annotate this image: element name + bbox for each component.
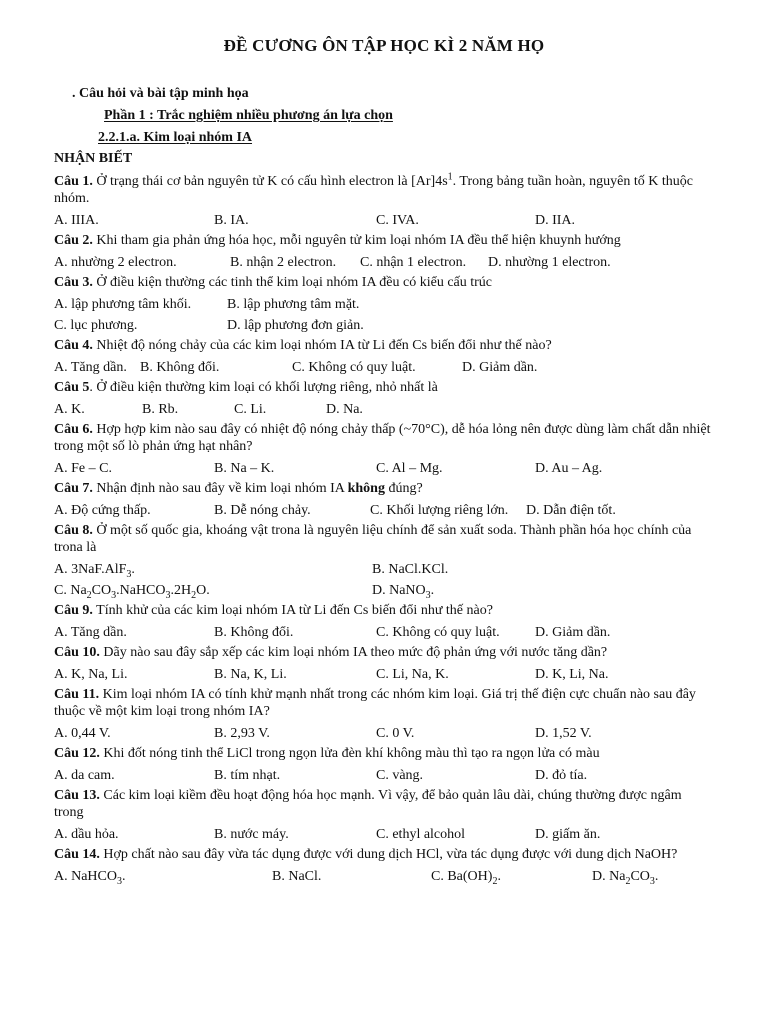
answer-option[interactable]: C. Al – Mg. — [376, 461, 443, 476]
answer-option[interactable]: B. Dễ nóng chảy. — [214, 503, 311, 518]
answer-option[interactable]: A. nhường 2 electron. — [54, 255, 177, 270]
question-label: Câu 5 — [54, 380, 90, 395]
question-item — [54, 273, 714, 336]
option-row — [54, 580, 714, 601]
question-label: Câu 2. — [54, 233, 93, 248]
answer-option[interactable]: A. Độ cứng thấp. — [54, 503, 151, 518]
answer-option[interactable]: D. lập phương đơn giản. — [227, 318, 364, 333]
answer-option[interactable]: D. nhường 1 electron. — [488, 255, 611, 270]
question-text: Ở một số quốc gia, khoáng vật trona là nguyên liệu chính để sản xuất soda. Thành phần hóa học chính của trona là — [54, 523, 692, 555]
option-row — [54, 824, 714, 845]
answer-option[interactable]: B. tím nhạt. — [214, 768, 281, 783]
answer-option[interactable]: D. Giảm dần. — [535, 625, 611, 640]
answer-option[interactable]: C. nhận 1 electron. — [360, 255, 467, 270]
part-heading — [56, 108, 393, 124]
answer-option[interactable]: A. 0,44 V. — [54, 726, 111, 741]
question-text: Kim loại nhóm IA có tính khử mạnh nhất trong các nhóm kim loại. Giá trị thế điện cực chuẩn nào sau đây thuộc về một kim loại trong nhóm IA? — [54, 687, 696, 719]
question-stem — [54, 601, 714, 622]
option-row — [54, 458, 714, 479]
question-text: Dãy nào sau đây sắp xếp các kim loại nhóm IA theo mức độ phản ứng với nước tăng dần? — [99, 645, 608, 660]
answer-option[interactable]: B. Na – K. — [214, 461, 275, 476]
answer-option[interactable]: D. IIA. — [535, 213, 576, 228]
answer-option[interactable]: D. Au – Ag. — [535, 461, 603, 476]
answer-option[interactable]: A. dầu hỏa. — [54, 827, 119, 842]
question-text: . Ở điều kiện thường kim loại có khối lượng riêng, nhỏ nhất là — [89, 380, 438, 395]
answer-option[interactable]: A. Tăng dần. — [54, 360, 127, 375]
answer-option[interactable]: B. IA. — [214, 213, 249, 228]
answer-option[interactable]: A. Fe – C. — [54, 461, 112, 476]
question-stem — [54, 336, 714, 357]
document-title: ĐỀ CƯƠNG ÔN TẬP HỌC KÌ 2 NĂM HỌ — [223, 36, 545, 55]
option-row — [54, 622, 714, 643]
answer-option[interactable]: C. 0 V. — [376, 726, 415, 741]
option-row — [54, 399, 714, 420]
answer-option[interactable]: C. Khối lượng riêng lớn. — [370, 503, 509, 518]
answer-option[interactable]: C. Li. — [234, 402, 267, 417]
question-item — [54, 378, 714, 420]
question-label: Câu 13. — [54, 788, 100, 803]
question-label: Câu 4. — [54, 338, 93, 353]
answer-option[interactable]: D. $Na_2CO_3$. — [592, 869, 659, 887]
answer-option[interactable]: D. đỏ tía. — [535, 768, 588, 783]
answer-option[interactable]: A. da cam. — [54, 768, 115, 783]
question-label: Câu 12. — [54, 746, 100, 761]
option-row — [54, 252, 714, 273]
answer-option[interactable]: B. NaCl. — [272, 869, 322, 884]
option-row — [54, 866, 714, 887]
option-row — [54, 357, 714, 378]
answer-option[interactable]: B. Không đổi. — [140, 360, 220, 375]
answer-option[interactable]: C. Không có quy luật. — [376, 625, 500, 640]
answer-option[interactable]: B. nước máy. — [214, 827, 289, 842]
question-list — [54, 172, 714, 887]
answer-option[interactable]: B. Rb. — [142, 402, 179, 417]
question-stem — [54, 479, 714, 500]
answer-option[interactable]: B. Na, K, Li. — [214, 667, 287, 682]
question-label: Câu 6. — [54, 422, 93, 437]
option-row — [54, 765, 714, 786]
question-emphasis: không — [347, 481, 385, 496]
option-row — [54, 664, 714, 685]
answer-option[interactable]: A. K. — [54, 402, 85, 417]
subsection-heading: 2.2.1.a. Kim loại nhóm IA — [98, 130, 253, 145]
question-text: Khi tham gia phản ứng hóa học, mỗi nguyên tử kim loại nhóm IA đều thể hiện khuynh hướng — [92, 233, 621, 248]
question-text: Hợp chất nào sau đây vừa tác dụng được với dung dịch HCl, vừa tác dụng được với dung dịch NaOH? — [99, 847, 678, 862]
answer-option[interactable]: A. Tăng dần. — [54, 625, 127, 640]
answer-option[interactable]: C. ethyl alcohol — [376, 827, 466, 842]
question-stem — [54, 273, 714, 294]
question-label: Câu 8. — [54, 523, 93, 538]
question-item — [54, 643, 714, 685]
answer-option[interactable]: B. NaCl.KCl. — [372, 562, 449, 577]
answer-option[interactable]: D. NaNO$_3$. — [372, 583, 435, 601]
answer-option[interactable]: C. Không có quy luật. — [292, 360, 416, 375]
answer-option[interactable]: A. 3NaF.AlF$_3$. — [54, 562, 135, 580]
question-stem — [54, 521, 714, 559]
answer-option[interactable]: C. lục phương. — [54, 318, 138, 333]
question-stem — [54, 685, 714, 723]
question-text: Nhận định nào sau đây về kim loại nhóm IA — [92, 481, 348, 496]
answer-option[interactable]: C. IVA. — [376, 213, 419, 228]
question-label: Câu 10. — [54, 645, 100, 660]
question-item — [54, 786, 714, 845]
question-stem — [54, 378, 714, 399]
question-text: Hợp hợp kim nào sau đây có nhiệt độ nóng chảy thấp (~70°C), dễ hóa lỏng nên được dùng làm chất dẫn nhiệt trong một số lò phản ứng hạt nhân? — [54, 422, 711, 454]
question-stem — [54, 786, 714, 824]
question-item — [54, 479, 714, 521]
question-text: Tính khử của các kim loại nhóm IA từ Li đến Cs biến đổi như thế nào? — [92, 603, 493, 618]
answer-option[interactable]: A. lập phương tâm khối. — [54, 297, 192, 312]
question-stem — [54, 845, 714, 866]
question-stem — [54, 643, 714, 664]
question-item — [54, 685, 714, 744]
level-heading: NHẬN BIẾT — [54, 151, 133, 166]
part-heading-text: Phần 1 : Trắc nghiệm nhiều phương án lựa chọn — [104, 108, 393, 123]
answer-option[interactable]: C. $Ba(OH)_2$. — [431, 869, 501, 887]
option-row — [54, 210, 714, 231]
answer-option[interactable]: C. $Na_2CO_3.NaHCO_3.2H_2O$. — [54, 583, 210, 601]
question-label: Câu 11. — [54, 687, 100, 702]
answer-option[interactable]: B. nhận 2 electron. — [230, 255, 337, 270]
question-item — [54, 231, 714, 273]
answer-option[interactable]: D. Giảm dần. — [462, 360, 538, 375]
question-item — [54, 420, 714, 479]
answer-option[interactable]: A. K, Na, Li. — [54, 667, 128, 682]
question-item — [54, 336, 714, 378]
answer-option[interactable]: B. lập phương tâm mặt. — [227, 297, 360, 312]
question-label: Câu 14. — [54, 847, 100, 862]
question-text: Ở điều kiện thường các tinh thể kim loại nhóm IA đều có kiểu cấu trúc — [92, 275, 493, 290]
option-row — [54, 723, 714, 744]
option-row — [54, 294, 714, 315]
question-label: Câu 1. — [54, 174, 93, 189]
answer-option[interactable]: D. giấm ăn. — [535, 827, 601, 842]
question-stem — [54, 172, 714, 210]
option-row — [54, 500, 714, 521]
question-text: Ở trạng thái cơ bản nguyên tử K có cấu hình electron là $[Ar]4s^1$. Trong bảng tuần hoàn, nguyên tố K thuộc nhóm. — [54, 171, 693, 206]
section-heading: . Câu hỏi và bài tập minh họa — [72, 86, 249, 101]
question-stem — [54, 231, 714, 252]
question-text: Nhiệt độ nóng chảy của các kim loại nhóm IA từ Li đến Cs biến đổi như thế nào? — [92, 338, 552, 353]
question-label: Câu 9. — [54, 603, 93, 618]
answer-option[interactable]: A. NaHCO$_3$. — [54, 869, 126, 887]
question-text: Các kim loại kiềm đều hoạt động hóa học mạnh. Vì vậy, để bảo quản lâu dài, chúng thường được ngâm trong — [54, 788, 682, 820]
option-row — [54, 315, 714, 336]
question-text: Khi đốt nóng tinh thể LiCl trong ngọn lửa đèn khí không màu thì tạo ra ngọn lửa có màu — [99, 746, 600, 761]
question-item — [54, 172, 714, 231]
question-stem — [54, 420, 714, 458]
answer-option[interactable]: D. K, Li, Na. — [535, 667, 609, 682]
answer-option[interactable]: B. Không đổi. — [214, 625, 294, 640]
question-item — [54, 845, 714, 887]
question-item — [54, 601, 714, 643]
answer-option[interactable]: B. 2,93 V. — [214, 726, 270, 741]
question-item — [54, 521, 714, 601]
answer-option[interactable]: A. IIIA. — [54, 213, 99, 228]
question-label: Câu 3. — [54, 275, 93, 290]
question-label: Câu 7. — [54, 481, 93, 496]
question-text-after: đúng? — [384, 481, 423, 496]
answer-option[interactable]: C. vàng. — [376, 768, 424, 783]
answer-option[interactable]: D. 1,52 V. — [535, 726, 592, 741]
option-row — [54, 559, 714, 580]
question-stem — [54, 744, 714, 765]
answer-option[interactable]: D. Dẫn điện tốt. — [526, 503, 616, 518]
answer-option[interactable]: D. Na. — [326, 402, 363, 417]
question-item — [54, 744, 714, 786]
answer-option[interactable]: C. Li, Na, K. — [376, 667, 449, 682]
